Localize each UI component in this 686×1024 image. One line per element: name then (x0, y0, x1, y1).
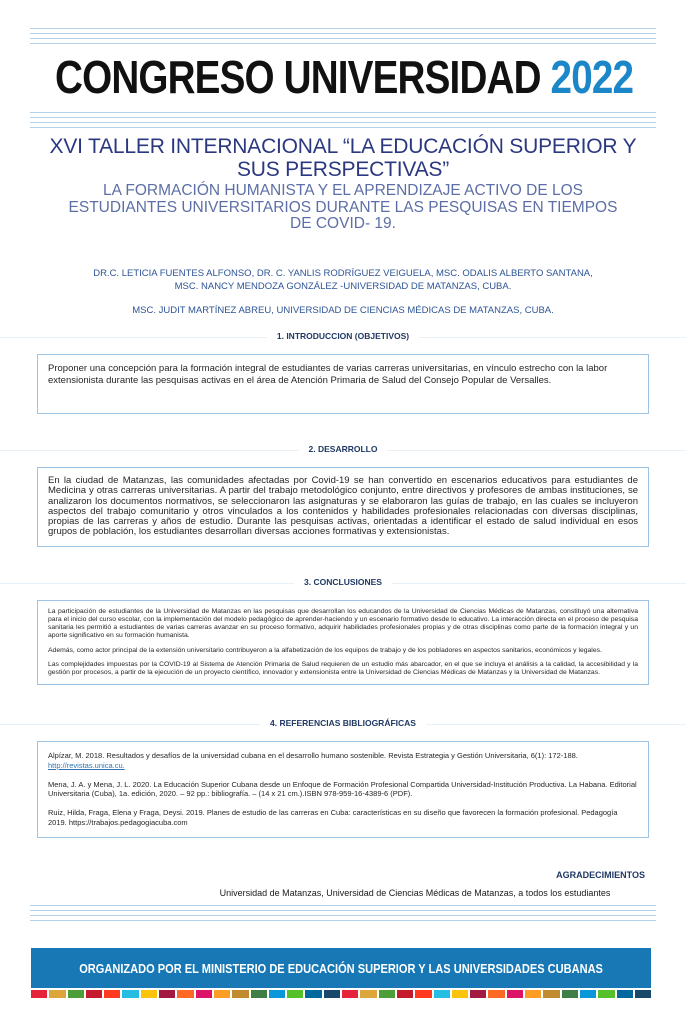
rule-line (30, 38, 656, 39)
organizer-banner-label: ORGANIZADO POR EL MINISTERIO DE EDUCACIÓN SUPERIOR Y LAS UNIVERSIDADES CUBANAS (79, 960, 603, 976)
event-subtitle: LA FORMACIÓN HUMANISTA Y EL APRENDIZAJE ACTIVO DE LOS ESTUDIANTES UNIVERSITARIOS DURANTE LAS PESQUISAS EN TIEMPOS DE COVID- 19. (68, 182, 618, 233)
sdg-color-square (452, 990, 468, 998)
sdg-color-square (562, 990, 578, 998)
sdg-color-square (434, 990, 450, 998)
sdg-color-square (177, 990, 193, 998)
decorative-rules-bottom (0, 905, 686, 921)
sdg-color-square (31, 990, 47, 998)
decorative-rules-middle (0, 112, 686, 128)
development-box (37, 467, 649, 547)
rule-line (30, 117, 656, 118)
section-heading-references: 4. REFERENCIAS BIBLIOGRÁFICAS (0, 718, 686, 729)
conclusions-paragraph: Las complejidades impuestas por la COVID-19 al Sistema de Atención Primaria de Salud requieren de un estudio más abarcador, en el que se incluya el análisis a la calidad, la accesibilidad y la gestión por procesos, a partir de la ejecución de un proyecto científico, innovador y extensionista entre la Universidad de Ciencias Médicas de Matanzas y la Universidad de Matanzas. (48, 661, 638, 677)
sdg-color-square (635, 990, 651, 998)
sdg-color-square (580, 990, 596, 998)
section-heading-introduction: 1. INTRODUCCION (OBJETIVOS) (0, 331, 686, 342)
sdg-color-square (360, 990, 376, 998)
sdg-color-square (49, 990, 65, 998)
introduction-box (37, 354, 649, 414)
rule-line (30, 915, 656, 916)
authors-line-1: DR.C. LETICIA FUENTES ALFONSO, DR. C. YANLIS RODRÍGUEZ VEIGUELA, MSC. ODALIS ALBERTO SANTANA, (93, 268, 593, 280)
acknowledgements-text: Universidad de Matanzas, Universidad de Ciencias Médicas de Matanzas, a todos los estudiantes (219, 887, 611, 898)
sdg-color-square (305, 990, 321, 998)
authors-block (0, 268, 686, 317)
organizer-banner (31, 948, 651, 988)
rule-line (30, 28, 656, 29)
authors-line-2: MSC. NANCY MENDOZA GONZÁLEZ -UNIVERSIDAD DE MATANZAS, CUBA. (174, 280, 512, 292)
congress-headline (0, 53, 686, 101)
sdg-color-square (507, 990, 523, 998)
sdg-color-square (68, 990, 84, 998)
reference-item: Ruiz, Hilda, Fraga, Elena y Fraga, Deysi. 2019. Planes de estudio de las carreras en Cuba: características en su diseño que favorecen la formación profesional. Pedagogía 2019. https://trabajos.pedagogiacuba.com (48, 808, 618, 827)
reference-link[interactable]: http://revistas.unica.cu. (48, 760, 125, 770)
rule-line (30, 905, 656, 906)
sdg-color-square (287, 990, 303, 998)
references-box (37, 741, 649, 838)
sdg-color-square (196, 990, 212, 998)
sdg-color-square (342, 990, 358, 998)
sdg-color-square (232, 990, 248, 998)
sdg-color-square (488, 990, 504, 998)
conclusions-paragraph: La participación de estudiantes de la Universidad de Matanzas en las pesquisas que desarrollan los educandos de la Universidad de Ciencias Médicas de Matanzas, constituyó una alternativa para el inicio del curso escolar, con la implementación del modelo pedagógico de aprender-haciendo y un escenario formativo desde lo educativo. La interacción directa en el proceso de pesquisa sanitaria les permitió a estudiantes de varias carreras avanzar en su proceso formativo, adquirir habilidades profesionales propias y de otras disciplinas como parte de la formación integral y un aporte significativo en su formación humanista. (48, 608, 638, 639)
decorative-rules-top (0, 0, 686, 44)
rule-line (30, 920, 656, 921)
footer (0, 905, 686, 998)
sdg-color-square (415, 990, 431, 998)
congress-year: 2022 (550, 51, 634, 103)
sdg-color-square (379, 990, 395, 998)
sdg-color-square (141, 990, 157, 998)
sdg-strip (31, 990, 651, 998)
sdg-color-square (122, 990, 138, 998)
sdg-color-square (543, 990, 559, 998)
sdg-color-square (470, 990, 486, 998)
rule-line (30, 43, 656, 44)
sdg-color-square (269, 990, 285, 998)
rule-line (30, 33, 656, 34)
sdg-color-square (525, 990, 541, 998)
authors-line-3: MSC. JUDIT MARTÍNEZ ABREU, UNIVERSIDAD DE CIENCIAS MÉDICAS DE MATANZAS, CUBA. (132, 304, 554, 316)
sdg-color-square (324, 990, 340, 998)
rule-line (30, 127, 656, 128)
reference-item: Mena, J. A. y Mena, J. L. 2020. La Educación Superior Cubana desde un Enfoque de Formación Profesional Compartida Universidad-Institución Productiva. La Habana. Editorial Universitaria (Cuba), 1a. edición, 2020. – 92 pp.: bibliografía. – (14 x 21 cm.).ISBN 978-959-16-4389-6 (PDF). (48, 779, 637, 799)
congress-title: CONGRESO UNIVERSIDAD (55, 51, 541, 103)
sdg-color-square (86, 990, 102, 998)
sdg-color-square (159, 990, 175, 998)
conclusions-paragraph: Además, como actor principal de la extensión universitario contribuyeron a la alfabetización de los equipos de trabajo y de los pobladores en aspectos sanitarios, económicos y legales. (48, 646, 602, 654)
reference-item: Alpízar, M. 2018. Resultados y desafíos de la universidad cubana en el desarrollo humano sostenible. Revista Estrategia y Gestión Universitaria, 6(1): 172-188. http://revistas.unica.cu. (48, 751, 578, 770)
sdg-color-square (251, 990, 267, 998)
development-text: En la ciudad de Matanzas, las comunidades afectadas por Covid-19 se han convertido en escenarios educativos para estudiantes de Medicina y otras carreras universitarias. A partir del trabajo metodológico conjunto, entre directivos y profesores de ambas instituciones, se analizaron los documentos normativos, se seleccionaron las asignaturas y se elaboraron las guías de trabajo, en las cuales se incluyeron aspectos del trabajo comunitario y otros vinculados a los contenidos y habilidades profesionales relacionadas con diversas disciplinas, propias de las carreras y años de estudio. Durante las pesquisas activas, orientadas a identificar el estado de salud individual en esos grupos de población, los estudiantes desarrollan diversas acciones formativas y extensionistas. (48, 475, 638, 538)
sdg-color-square (617, 990, 633, 998)
acknowledgements-heading: AGRADECIMIENTOS (556, 869, 645, 880)
section-heading-development: 2. DESARROLLO (0, 444, 686, 455)
conclusions-box (37, 600, 649, 685)
rule-line (30, 122, 656, 123)
rule-line (30, 112, 656, 113)
event-title: XVI TALLER INTERNACIONAL “LA EDUCACIÓN SUPERIOR Y SUS PERSPECTIVAS” (49, 135, 637, 182)
sdg-color-square (598, 990, 614, 998)
sdg-color-square (397, 990, 413, 998)
section-heading-conclusions: 3. CONCLUSIONES (0, 577, 686, 588)
rule-line (30, 910, 656, 911)
introduction-text: Proponer una concepción para la formación integral de estudiantes de varias carreras universitarias, en vínculo estrecho con la labor extensionista durante las pesquisas activas en el área de Atención Primaria de Salud del Consejo Popular de Versalles. (48, 363, 608, 386)
sdg-color-square (104, 990, 120, 998)
sdg-color-square (214, 990, 230, 998)
